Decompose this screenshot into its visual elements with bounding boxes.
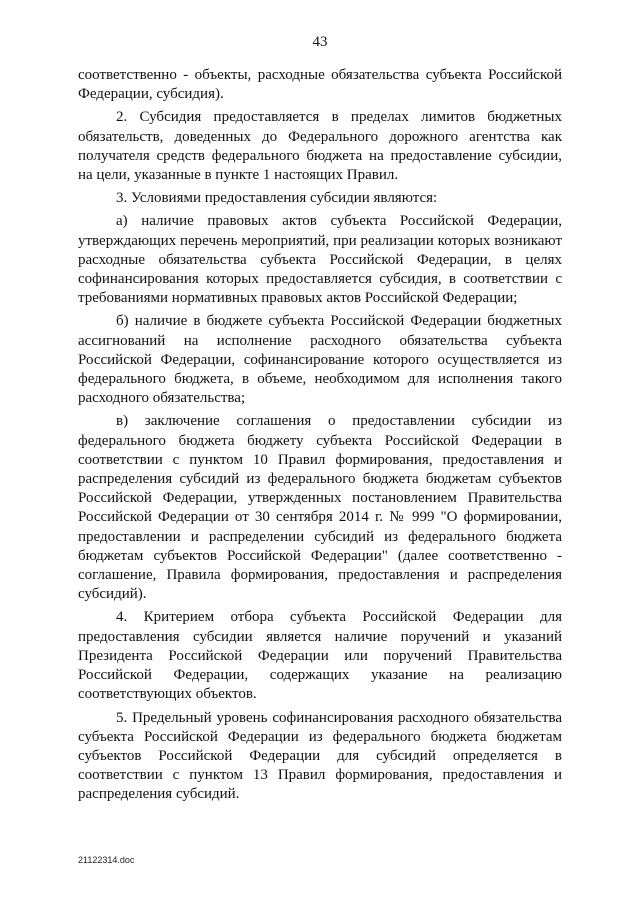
- paragraph-subitem-v: в) заключение соглашения о предоставлении субсидии из федерального бюджета бюджету субъекта Российской Федерации в соответствии с пунктом 10 Правил формирования, предоставления и распределения субсидий из федерального бюджета бюджетам субъектов Российской Федерации, утвержденных постановлением Правительства Российской Федерации от 30 сентября 2014 г. № 999 "О формировании, предоставлении и распределении субсидий из федерального бюджета бюджетам субъектов Российской Федерации" (далее соответственно - соглашение, Правила формирования, предоставления и распределения субсидий).: [78, 413, 562, 603]
- paragraph-item-3: 3. Условиями предоставления субсидии являются:: [116, 190, 438, 207]
- paragraph-subitem-a: а) наличие правовых актов субъекта Российской Федерации, утверждающих перечень мероприятий, при реализации которых возникают расходные обязательства субъекта Российской Федерации, в целях софинансирования которых предоставляется субсидия, в соответствии с требованиями нормативных правовых актов Российской Федерации;: [78, 213, 562, 307]
- paragraph-item-2: 2. Субсидия предоставляется в пределах лимитов бюджетных обязательств, доведенных до Федерального дорожного агентства как получателя средств федерального бюджета на предоставление субсидии, на цели, указанные в пункте 1 настоящих Правил.: [78, 109, 562, 184]
- paragraph-continuation: соответственно - объекты, расходные обязательства субъекта Российской Федерации, субсидия).: [78, 67, 562, 103]
- paragraph-item-4: 4. Критерием отбора субъекта Российской Федерации для предоставления субсидии является наличие поручений и указаний Президента Российской Федерации или поручений Правительства Российской Федерации, содержащих указание на реализацию соответствующих объектов.: [78, 609, 562, 703]
- paragraph-item-5: 5. Предельный уровень софинансирования расходного обязательства субъекта Российской Федерации из федерального бюджета бюджетам субъектов Российской Федерации для субсидий определяется в соответствии с пунктом 13 Правил формирования, предоставления и распределения субсидий.: [78, 709, 562, 803]
- paragraph-subitem-b: б) наличие в бюджете субъекта Российской Федерации бюджетных ассигнований на исполнение расходного обязательства субъекта Российской Федерации, софинансирование которого осуществляется из федерального бюджета, в объеме, необходимом для исполнения такого расходного обязательства;: [78, 313, 562, 407]
- page-number: 43: [312, 34, 328, 50]
- file-name-footer: 21122314.doc: [78, 855, 135, 865]
- document-body: [78, 66, 562, 809]
